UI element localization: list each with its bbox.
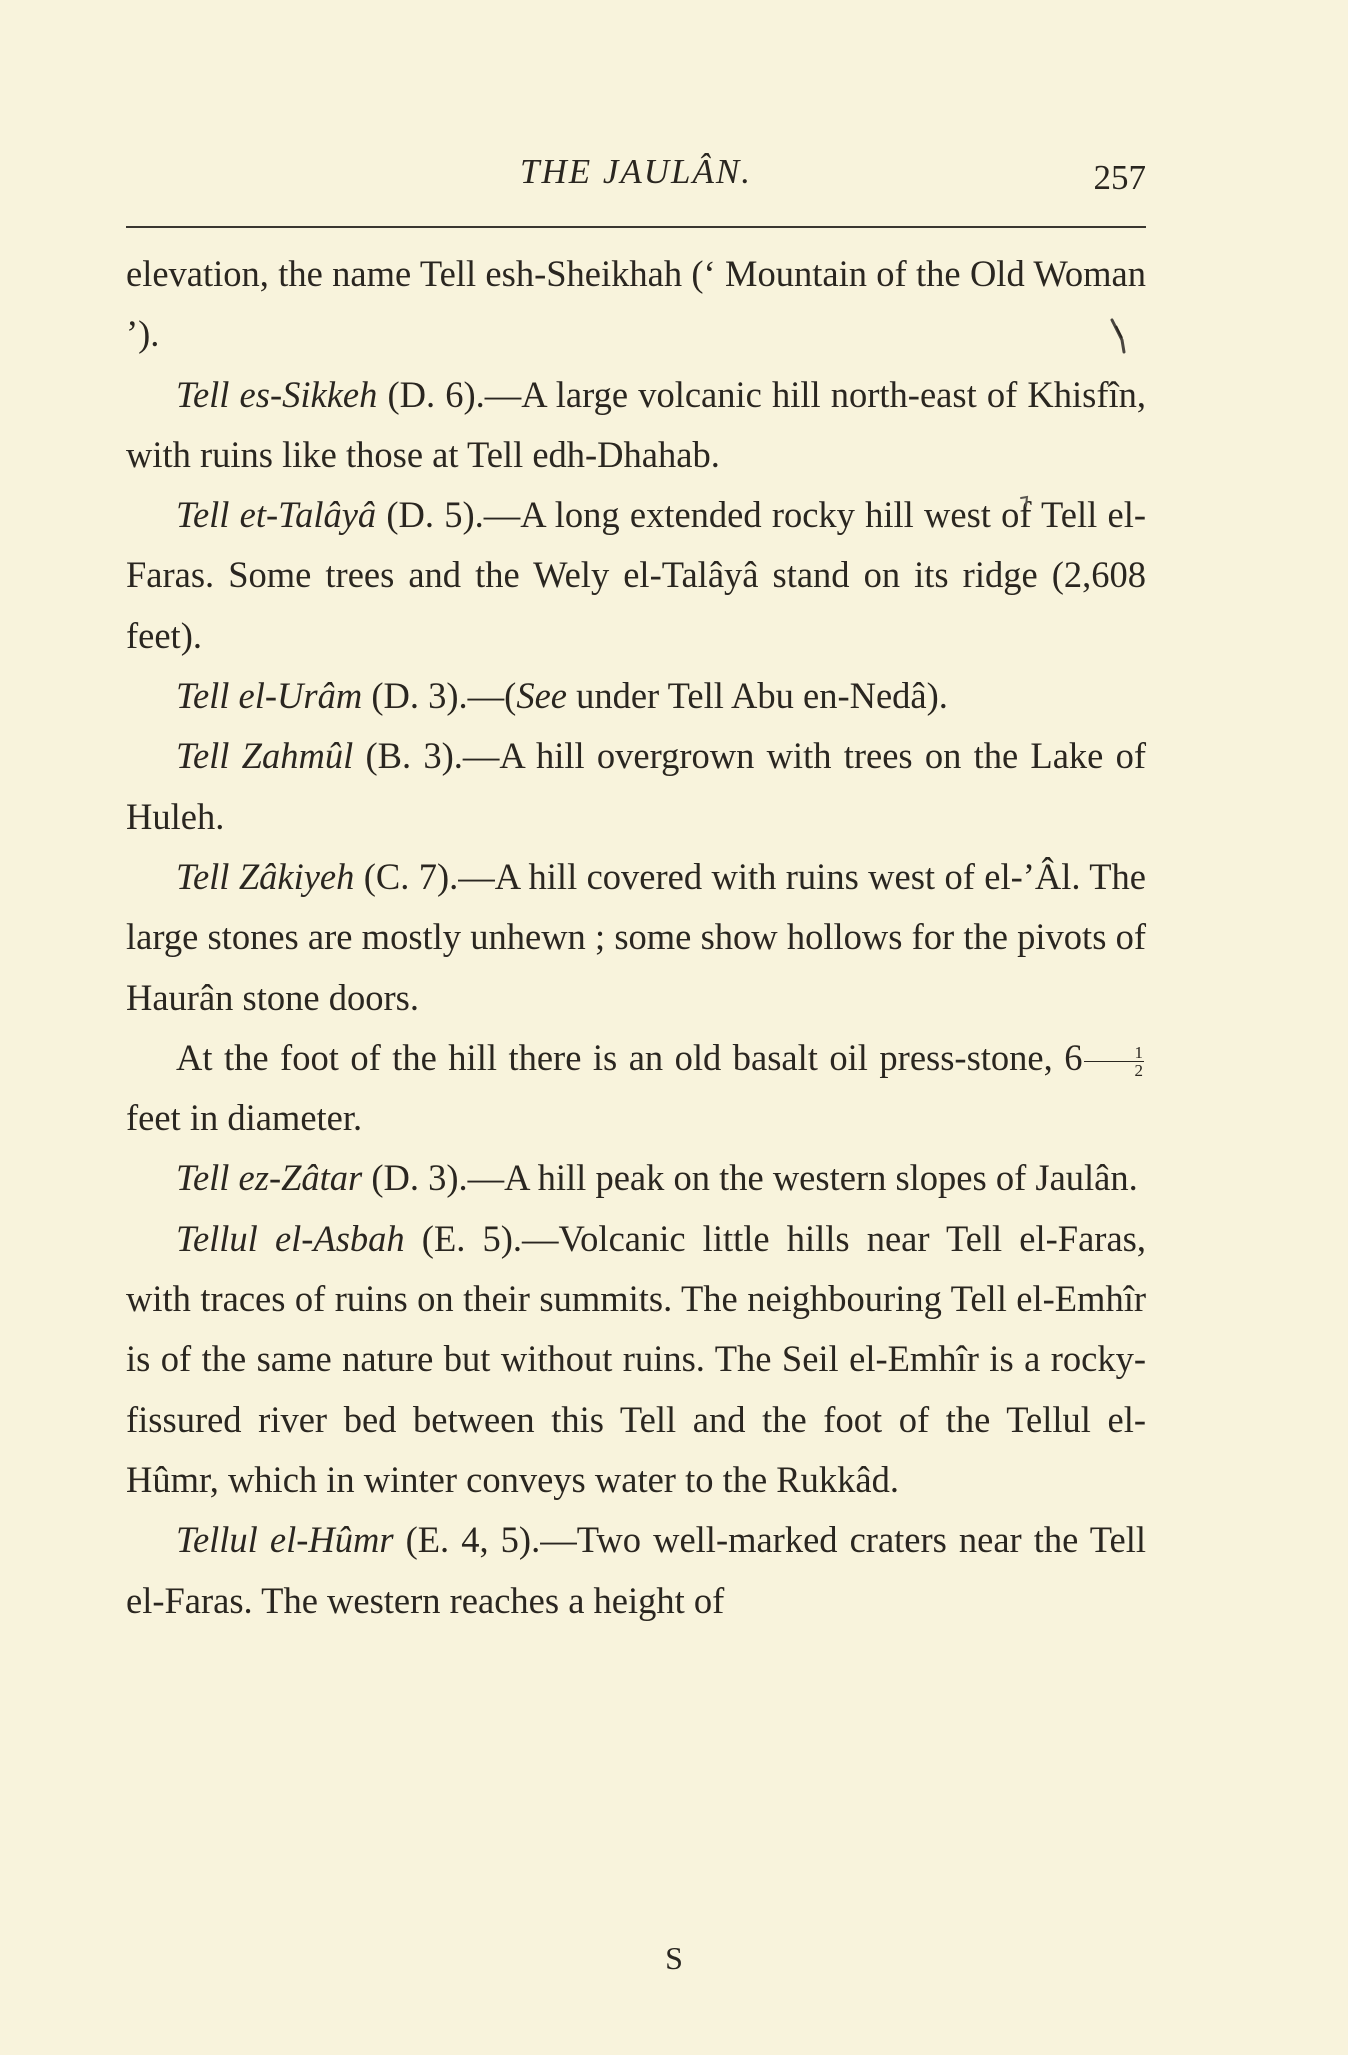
entry-text: (D. 3).—( bbox=[362, 675, 517, 717]
body-text bbox=[126, 244, 1146, 1631]
entry-text: (E. 5).—Volcanic little hills near Tell el-Faras, with traces of ruins on their summits. The neighbouring Tell el-Emhîr is of the same nature but without ruins. The Seil el-Emhîr is a rocky-fissured river bed between this Tell and the foot of the Tellul el-Hûmr, which in winter conveys water to the Rukkâd. bbox=[126, 1217, 1146, 1500]
fraction-half bbox=[1084, 1044, 1145, 1079]
entry-tell-zahmul bbox=[126, 726, 1146, 847]
entry-text: (E. 4, 5).—Two well-marked craters near the Tell el-Faras. The western reaches a height of bbox=[126, 1519, 1146, 1621]
entry-text: (B. 3).—A hill overgrown with trees on the Lake of Huleh. bbox=[126, 735, 1147, 837]
paragraph-elevation bbox=[126, 244, 1146, 365]
entry-name: Tell el-Urâm bbox=[176, 675, 363, 717]
entry-name: Tell Zahmûl bbox=[176, 735, 354, 777]
see-reference: See bbox=[516, 675, 567, 717]
fraction-numerator: 1 bbox=[1084, 1044, 1145, 1062]
entry-name: Tellul el-Hûmr bbox=[176, 1519, 394, 1561]
entry-tellul-el-humr bbox=[126, 1510, 1146, 1631]
entry-tellul-el-asbah bbox=[126, 1209, 1146, 1510]
margin-pencil-mark bbox=[1108, 316, 1138, 356]
entry-text: (D. 3).—A hill peak on the western slopes of Jaulân. bbox=[362, 1157, 1138, 1199]
entry-name: Tell ez-Zâtar bbox=[176, 1157, 363, 1199]
running-head bbox=[126, 148, 1146, 198]
entry-name: Tell et-Talâyâ bbox=[176, 494, 377, 536]
entry-name: Tell Zâkiyeh bbox=[176, 855, 355, 897]
running-title: THE JAULÂN. bbox=[520, 152, 752, 191]
paragraph-text: feet in diameter. bbox=[126, 1097, 363, 1139]
fraction-denominator: 2 bbox=[1134, 1060, 1143, 1080]
entry-tell-es-sikkeh bbox=[126, 365, 1146, 486]
page-number: 257 bbox=[1093, 158, 1146, 197]
entry-name: Tellul el-Asbah bbox=[176, 1217, 405, 1259]
signature-mark: S bbox=[665, 1940, 683, 1976]
header-rule bbox=[126, 226, 1146, 228]
entry-tell-et-talaya bbox=[126, 485, 1146, 666]
entry-tell-ez-zatar bbox=[126, 1148, 1146, 1208]
entry-tell-zakiyeh bbox=[126, 847, 1146, 1028]
entry-text: (D. 5).—A long extended rocky hill west of Tell el-Faras. Some trees and the Wely el-Talâyâ stand on its ridge (2,608 feet). bbox=[126, 494, 1146, 656]
entry-text: (D. 6).—A large volcanic hill north-east of Khisfîn, with ruins like those at Tell edh-Dhahab. bbox=[126, 373, 1146, 475]
paragraph-text: elevation, the name Tell esh-Sheikhah (‘ Mountain of the Old Woman ’). bbox=[126, 253, 1146, 355]
entry-text: under Tell Abu en-Nedâ). bbox=[566, 675, 948, 717]
entry-text: (C. 7).—A hill covered with ruins west of el-’Âl. The large stones are mostly unhewn ; some show hollows for the pivots of Haurân stone doors. bbox=[126, 855, 1146, 1018]
entry-tell-el-uram bbox=[126, 666, 1146, 726]
paragraph-text: At the foot of the hill there is an old basalt oil press-stone, 6 bbox=[176, 1036, 1083, 1078]
stray-ink-mark bbox=[1018, 494, 1032, 510]
entry-name: Tell es-Sikkeh bbox=[176, 373, 378, 415]
paragraph-press-stone bbox=[126, 1028, 1146, 1149]
